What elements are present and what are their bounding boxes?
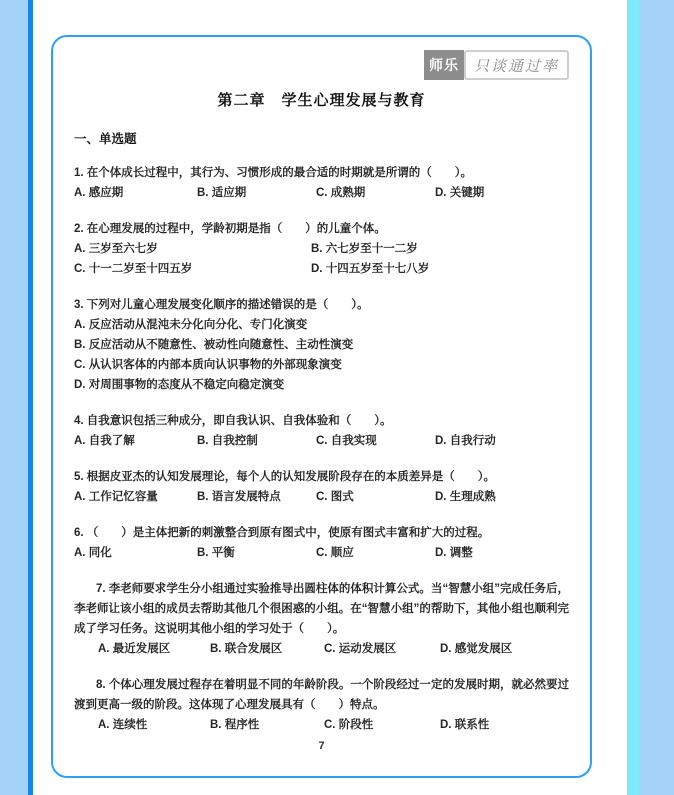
question-7-option-c: C. 运动发展区	[324, 643, 397, 655]
question-5-options	[74, 487, 569, 507]
question-7-option-d: D. 感觉发展区	[440, 643, 513, 655]
question-4	[74, 411, 569, 451]
question-8-options	[74, 715, 569, 735]
question-8-stem: 8. 个体心理发展过程存在着明显不同的年龄阶段。一个阶段经过一定的发展时期，就必然要过渡到更高一级的阶段。这体现了心理发展具有（ ）特点。	[74, 679, 569, 711]
question-4-option-a: A. 自我了解	[74, 435, 135, 447]
question-6-option-a: A. 同化	[74, 547, 112, 559]
question-1-option-b: B. 适应期	[197, 187, 247, 199]
question-2	[74, 219, 569, 279]
question-7-option-b: B. 联合发展区	[210, 643, 283, 655]
question-1-option-c: C. 成熟期	[316, 187, 366, 199]
question-2-options	[74, 239, 569, 279]
question-2-option-d: D. 十四五岁至十七八岁	[311, 263, 430, 275]
left-light-blue-strip	[0, 0, 28, 795]
question-2-option-a: A. 三岁至六七岁	[74, 243, 158, 255]
right-light-blue-strip	[639, 0, 674, 795]
brand-logo-mark: 师乐	[424, 50, 464, 80]
question-4-option-d: D. 自我行动	[435, 435, 496, 447]
question-1-option-d: D. 关键期	[435, 187, 485, 199]
question-3	[74, 295, 569, 395]
question-3-options	[74, 315, 569, 395]
brand-logo-slogan: 只谈通过率	[464, 50, 569, 80]
chapter-title: 第二章 学生心理发展与教育	[217, 92, 426, 109]
page-number: 7	[318, 740, 325, 752]
question-5-stem: 5. 根据皮亚杰的认知发展理论，每个人的认知发展阶段存在的本质差异是（ ）。	[74, 471, 496, 483]
question-8-option-a: A. 连续性	[98, 719, 148, 731]
document-page	[51, 35, 592, 778]
question-8-option-b: B. 程序性	[210, 719, 260, 731]
question-3-option-d: D. 对周围事物的态度从不稳定向稳定演变	[74, 379, 285, 391]
question-4-options	[74, 431, 569, 451]
question-4-option-b: B. 自我控制	[197, 435, 258, 447]
question-6-option-c: C. 顺应	[316, 547, 354, 559]
question-3-option-a: A. 反应活动从混沌未分化向分化、专门化演变	[74, 319, 308, 331]
question-2-stem: 2. 在心理发展的过程中，学龄初期是指（ ）的儿童个体。	[74, 223, 386, 235]
question-5-option-d: D. 生理成熟	[435, 491, 496, 503]
question-6	[74, 523, 569, 563]
question-7-options	[74, 639, 569, 659]
question-3-option-b: B. 反应活动从不随意性、被动性向随意性、主动性演变	[74, 339, 354, 351]
question-5-option-b: B. 语言发展特点	[197, 491, 281, 503]
section-title: 一、单选题	[74, 132, 137, 146]
question-4-option-c: C. 自我实现	[316, 435, 377, 447]
question-2-option-c: C. 十一二岁至十四五岁	[74, 263, 193, 275]
question-list	[74, 163, 569, 735]
question-6-options	[74, 543, 569, 563]
question-1-options	[74, 183, 569, 203]
question-4-stem: 4. 自我意识包括三种成分，即自我认识、自我体验和（ ）。	[74, 415, 392, 427]
brand-logo	[424, 50, 569, 80]
question-5-option-a: A. 工作记忆容量	[74, 491, 158, 503]
left-blue-line	[28, 0, 33, 795]
question-8-option-d: D. 联系性	[440, 719, 490, 731]
question-1	[74, 163, 569, 203]
question-7-option-a: A. 最近发展区	[98, 643, 171, 655]
right-cyan-strip	[627, 0, 639, 795]
question-1-stem: 1. 在个体成长过程中，其行为、习惯形成的最合适的时期就是所谓的（ ）。	[74, 167, 473, 179]
question-8	[74, 675, 569, 735]
question-6-stem: 6. （ ）是主体把新的刺激整合到原有图式中，使原有图式丰富和扩大的过程。	[74, 527, 490, 539]
question-3-stem: 3. 下列对儿童心理发展变化顺序的描述错误的是（ ）。	[74, 299, 369, 311]
question-1-option-a: A. 感应期	[74, 187, 124, 199]
question-2-option-b: B. 六七岁至十一二岁	[311, 243, 418, 255]
question-3-option-c: C. 从认识客体的内部本质向认识事物的外部现象演变	[74, 359, 342, 371]
question-6-option-b: B. 平衡	[197, 547, 235, 559]
question-5	[74, 467, 569, 507]
question-7	[74, 579, 569, 659]
question-6-option-d: D. 调整	[435, 547, 473, 559]
question-7-stem: 7. 李老师要求学生分小组通过实验推导出圆柱体的体积计算公式。当“智慧小组”完成任务后，李老师让该小组的成员去帮助其他几个很困惑的小组。在“智慧小组”的帮助下，其他小组也顺利完成了学习任务。这说明其他小组的学习处于（ ）。	[74, 583, 569, 635]
question-8-option-c: C. 阶段性	[324, 719, 374, 731]
question-5-option-c: C. 图式	[316, 491, 354, 503]
